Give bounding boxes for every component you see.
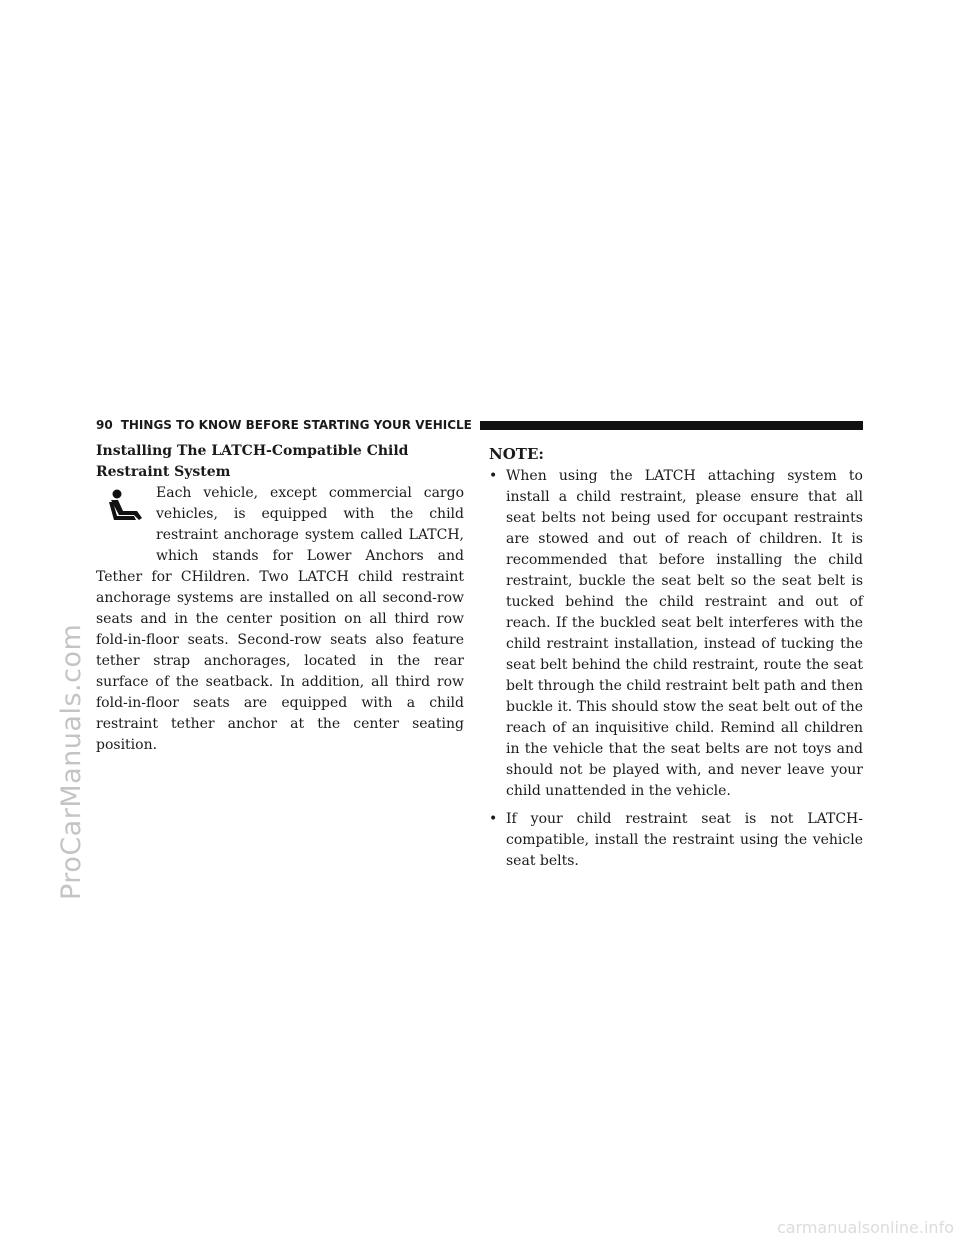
note-title: NOTE: <box>489 445 544 463</box>
page-number: 90 <box>96 418 113 432</box>
list-item <box>489 809 863 872</box>
bullet-icon: • <box>489 811 498 827</box>
list-item-text: When using the LATCH attaching system to install a child restraint, please ensure that all seat belts not being used for occupant restraints are stowed and out of reach of children. It is recommended that before installing the child restraint, buckle the seat belt so the seat belt is tucked behind the child restraint and out of reach. If the buckled seat belt interferes with the child restraint installation, instead of tucking the seat belt behind the child restraint, route the seat belt through the child restraint belt path and then buckle it. This should stow the seat belt out of the reach of an inquisitive child. Remind all children in the vehicle that the seat belts are not toys and should not be played with, and never leave your child unattended in the vehicle. <box>506 468 863 799</box>
child-seat-icon <box>96 489 156 547</box>
right-column <box>489 441 863 879</box>
bottom-watermark: carmanualsonline.info <box>776 1218 954 1237</box>
section-title: THINGS TO KNOW BEFORE STARTING YOUR VEHICLE <box>120 418 472 432</box>
bullet-icon: • <box>489 468 498 484</box>
note-list <box>489 466 863 872</box>
left-column <box>96 441 464 756</box>
subsection-title: Installing The LATCH-Compatible Child Restraint System <box>96 443 409 480</box>
side-watermark: ProCarManuals.com <box>56 623 87 900</box>
list-item-text: If your child restraint seat is not LATCH-compatible, install the restraint using the vehicle seat belts. <box>506 811 863 869</box>
header-rule <box>480 421 863 430</box>
page-header <box>96 417 863 433</box>
list-item <box>489 466 863 802</box>
body-paragraph: Each vehicle, except commercial cargo vehicles, is equipped with the child restraint anchorage system called LATCH, which stands for Lower Anchors and Tether for CHildren. Two LATCH child restraint anchorage systems are installed on all second-row seats and in the center position on all third row fold-in-floor seats. Second-row seats also feature tether strap anchorages, located in the rear surface of the seatback. In addition, all third row fold-in-floor seats are equipped with a child restraint tether anchor at the center seating position. <box>96 485 464 753</box>
